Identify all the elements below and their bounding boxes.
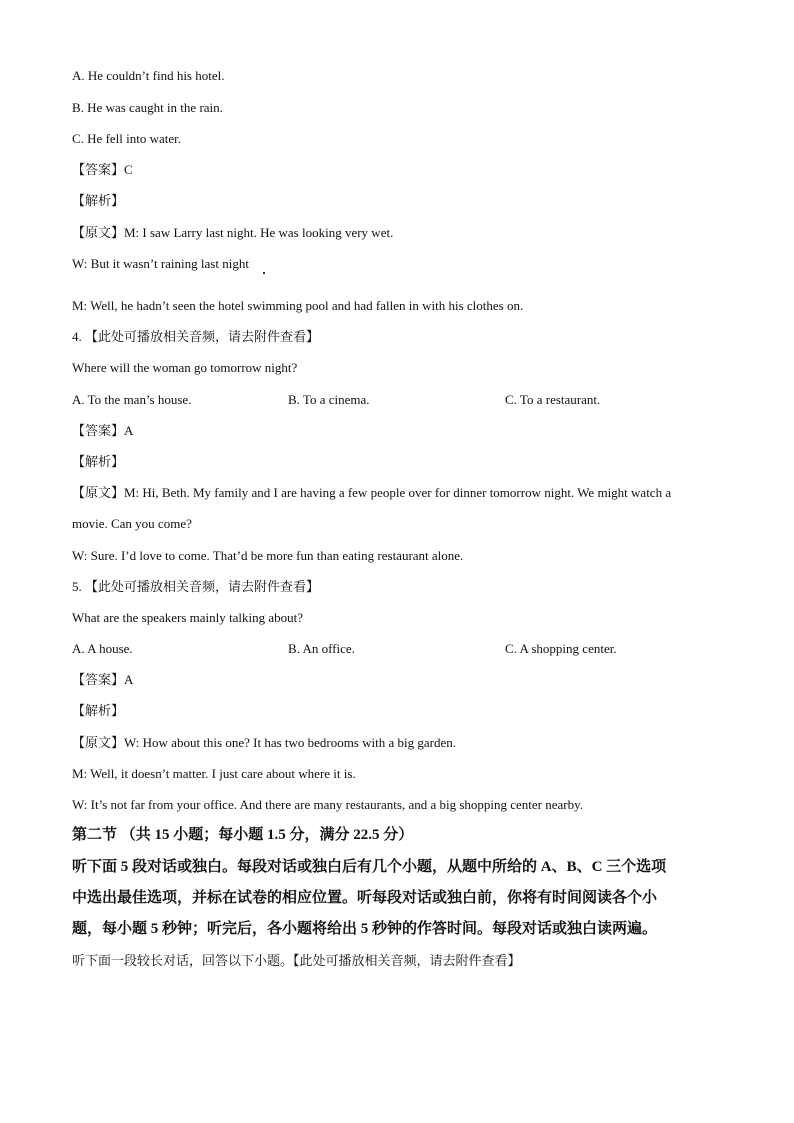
q3-option-a: A. He couldn’t find his hotel.: [72, 68, 225, 83]
q5-transcript-line: M: Well, it doesn’t matter. I just care about where it is.: [72, 766, 356, 781]
q4-option-c: C. To a restaurant.: [505, 392, 601, 407]
q4-answer: 【答案】A: [72, 423, 134, 438]
q5-answer: 【答案】A: [72, 672, 134, 687]
q3-answer: 【答案】C: [72, 162, 133, 177]
q4-option-b: B. To a cinema.: [288, 392, 370, 407]
q5-option-a: A. A house.: [72, 641, 133, 656]
q5-analysis: 【解析】: [72, 703, 125, 718]
q5-option-c: C. A shopping center.: [505, 641, 617, 656]
section2-title: 第二节 （共 15 小题；每小题 1.5 分，满分 22.5 分）: [72, 827, 414, 843]
stray-dot: [263, 272, 265, 274]
q3-transcript-line: 【原文】M: I saw Larry last night. He was looking very wet.: [72, 225, 394, 240]
q4-question: Where will the woman go tomorrow night?: [72, 360, 298, 375]
section2-instructions-line: 听下面 5 段对话或独白。每段对话或独白后有几个小题，从题中所给的 A、B、C 三个选项: [72, 859, 667, 875]
q4-transcript-line: W: Sure. I’d love to come. That’d be more fun than eating restaurant alone.: [72, 548, 464, 563]
q3-transcript-line: M: Well, he hadn’t seen the hotel swimming pool and had fallen in with his clothes on.: [72, 298, 524, 313]
section2-instructions-line: 题，每小题 5 秒钟；听完后，各小题将给出 5 秒钟的作答时间。每段对话或独白读两遍。: [72, 921, 658, 937]
q5-option-b: B. An office.: [288, 641, 355, 656]
q3-option-b: B. He was caught in the rain.: [72, 100, 223, 115]
q4-header: 4. 【此处可播放相关音频，请去附件查看】: [72, 329, 320, 344]
q5-question: What are the speakers mainly talking about?: [72, 610, 304, 625]
q4-analysis: 【解析】: [72, 454, 125, 469]
q5-transcript-line: W: It’s not far from your office. And there are many restaurants, and a big shopping center nearby.: [72, 797, 584, 812]
q5-transcript-line: 【原文】W: How about this one? It has two bedrooms with a big garden.: [72, 735, 457, 750]
q3-analysis: 【解析】: [72, 193, 125, 208]
q4-option-a: A. To the man’s house.: [72, 392, 192, 407]
section2-instructions-line: 中选出最佳选项，并标在试卷的相应位置。听每段对话或独白前，你将有时间阅读各个小: [72, 890, 658, 906]
q3-option-c: C. He fell into water.: [72, 131, 182, 146]
q3-transcript-line: W: But it wasn’t raining last night: [72, 256, 249, 271]
q4-transcript-line: movie. Can you come?: [72, 516, 192, 531]
section2-prompt: 听下面一段较长对话，回答以下小题。【此处可播放相关音频，请去附件查看】: [72, 953, 521, 968]
q5-header: 5. 【此处可播放相关音频，请去附件查看】: [72, 579, 320, 594]
q4-transcript-line: 【原文】M: Hi, Beth. My family and I are having a few people over for dinner tomorrow night. We might watch a: [72, 485, 672, 500]
